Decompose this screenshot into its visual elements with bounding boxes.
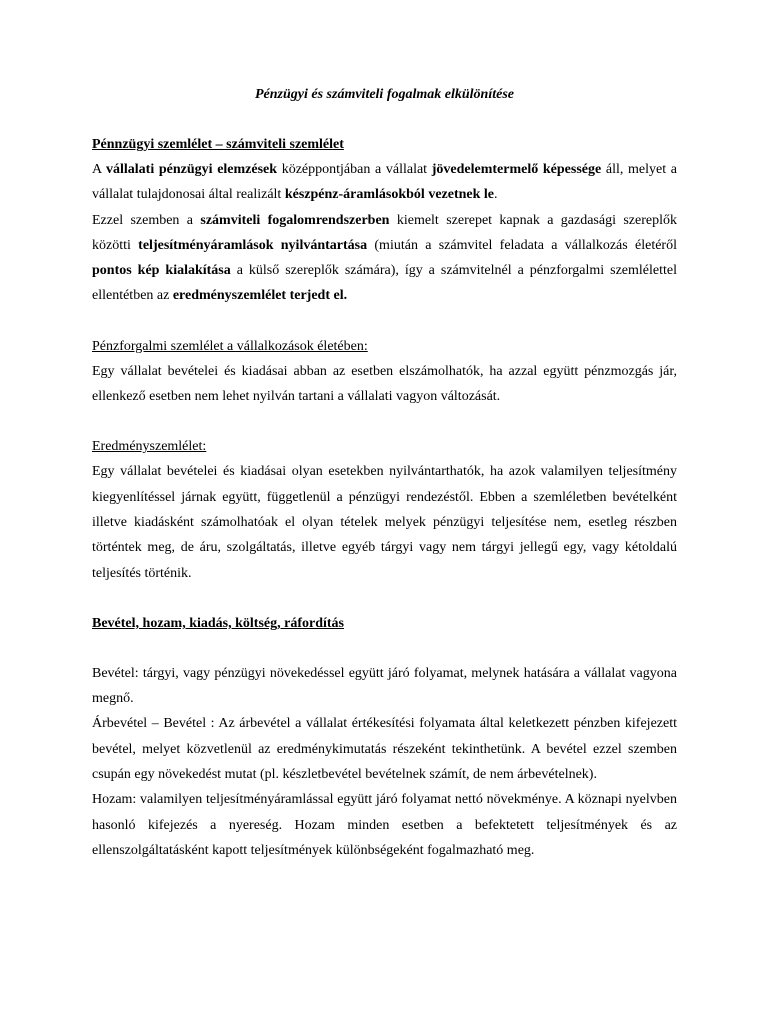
paragraph-hozam: Hozam: valamilyen teljesítményáramlással együtt járó folyamat nettó növekménye. A köznapi nyelvben hasonló kifejezés a nyereség. Hozam minden esetben a befektetett teljesítmények és az ellenszolgáltatásként kapott teljesítmények különbségeként fogalmazható meg.	[92, 792, 677, 858]
paragraph-arbevetel: Árbevétel – Bevétel : Az árbevétel a vállalat értékesítési folyamata által keletkezett pénzben kifejezett bevétel, melyet közvetlenül az eredménykimutatás részeként tekinthetünk. A bevétel ezzel szemben csupán egy növekedést mutat (pl. készletbevétel bevételnek számít, de nem árbevételnek).	[92, 716, 677, 783]
paragraph-penzugyi-elemzes: A vállalati pénzügyi elemzések középpontjában a vállalat jövedelemtermelő képessége áll, melyet a vállalat tulajdonosai által realizált készpénz-áramlásokból vezetnek le.	[92, 162, 677, 203]
page-title: Pénzügyi és számviteli fogalmak elkülönítése	[255, 87, 514, 102]
section-heading-penzforgalmi: Pénzforgalmi szemlélet a vállalkozások életében:	[92, 338, 368, 354]
paragraph-szamviteli-fogalomrendszer: Ezzel szemben a számviteli fogalomrendszerben kiemelt szerepet kapnak a gazdasági szereplők közötti teljesítményáramlások nyilvántartása (miután a számvitel feladata a vállalkozás életéről pontos kép kialakítása a külső szereplők számára), így a számvitelnél a pénzforgalmi szemlélettel ellentétben az eredményszemlélet terjedt el.	[92, 212, 677, 304]
section-heading-eredmenyszemlelet: Eredményszemlélet:	[92, 439, 207, 455]
document-body	[92, 82, 677, 863]
section-heading-bevetel: Bevétel, hozam, kiadás, költség, ráfordítás	[92, 615, 344, 631]
paragraph-penzforgalmi: Egy vállalat bevételei és kiadásai abban az esetben elszámolhatók, ha azzal együtt pénzmozgás jár, ellenkező esetben nem lehet nyilván tartani a vállalati vagyon változását.	[92, 363, 677, 405]
paragraph-eredmenyszemlelet: Egy vállalat bevételei és kiadásai olyan esetekben nyilvántarthatók, ha azok valamilyen teljesítmény kiegyenlítéssel járnak együtt, függetlenül a pénzügyi rendezéstől. Ebben a szemléletben bevételként illetve kiadásként számolhatóak el olyan tételek melyek pénzügyi teljesítése nem, esetleg részben történtek meg, de áru, szolgáltatás, illetve egyéb tárgyi vagy nem tárgyi jellegű egy, vagy kétoldalú teljesítés történik.	[92, 464, 677, 581]
paragraph-bevetel: Bevétel: tárgyi, vagy pénzügyi növekedéssel együtt járó folyamat, melynek hatására a vállalat vagyona megnő.	[92, 665, 677, 707]
section-heading-szemlelet: Pénnzügyi szemlélet – számviteli szemlélet	[92, 137, 344, 152]
